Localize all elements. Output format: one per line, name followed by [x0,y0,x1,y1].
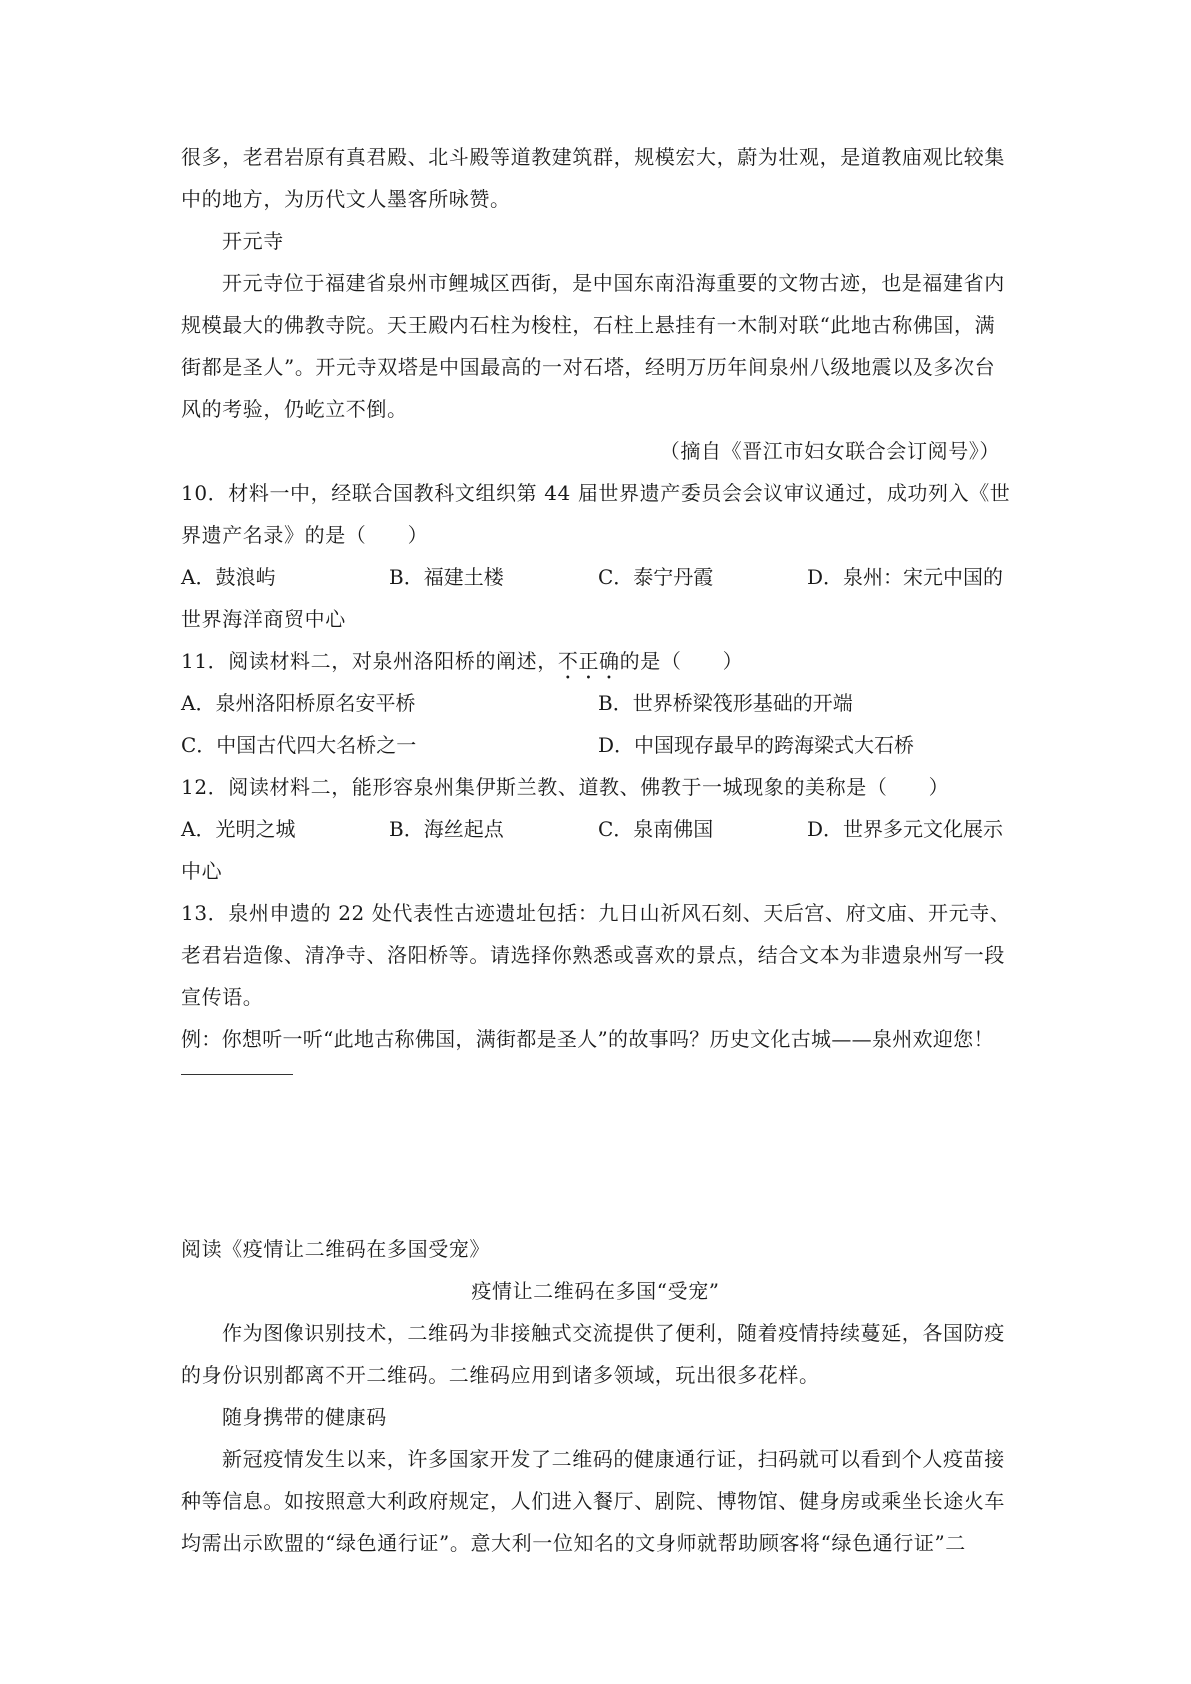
option-b: B．海丝起点 [389,817,504,841]
option-b: B．世界桥梁筏形基础的开端 [598,691,853,715]
passage-line: 很多，老君岩原有真君殿、北斗殿等道教建筑群，规模宏大，蔚为壮观，是道教庙观比较集 [181,145,1005,169]
option-a: A．光明之城 [181,817,296,841]
source-citation: （摘自《晋江市妇女联合会订阅号》） [659,439,1000,463]
passage-line: 规模最大的佛教寺院。天王殿内石柱为梭柱，石柱上悬挂有一木制对联“此地古称佛国，满 [181,313,996,337]
passage-line: 开元寺位于福建省泉州市鲤城区西街，是中国东南沿海重要的文物古迹，也是福建省内 [222,271,1005,295]
section-subheading: 随身携带的健康码 [222,1405,387,1429]
question-11: 11．阅读材料二，对泉州洛阳桥的阐述，不正确的是（ ） [181,649,744,673]
passage-line: 均需出示欧盟的“绿色通行证”。意大利一位知名的文身师就帮助顾客将“绿色通行证”二 [181,1531,966,1555]
option-d-cont: 中心 [181,859,223,883]
option-d: D．世界多元文化展示 [807,817,1004,841]
passage-line: 的身份识别都离不开二维码。二维码应用到诸多领域，玩出很多花样。 [181,1363,820,1387]
question-12: 12．阅读材料二，能形容泉州集伊斯兰教、道教、佛教于一城现象的美称是（ ） [181,775,950,799]
option-b: B．福建土楼 [389,565,504,589]
option-d: D．中国现存最早的跨海梁式大石桥 [598,733,915,757]
question-10-cont: 界遗产名录》的是（ ） [181,523,429,547]
section-subheading: 开元寺 [222,229,284,253]
passage-line: 风的考验，仍屹立不倒。 [181,397,408,421]
option-c: C．泰宁丹霞 [598,565,714,589]
article-title: 疫情让二维码在多国“受宠” [471,1279,720,1303]
passage-line: 新冠疫情发生以来，许多国家开发了二维码的健康通行证，扫码就可以看到个人疫苗接 [222,1447,1005,1471]
option-c: C．泉南佛国 [598,817,714,841]
question-10: 10．材料一中，经联合国教科文组织第 44 届世界遗产委员会会议审议通过，成功列入《世 [181,481,1011,505]
passage-line: 街都是圣人”。开元寺双塔是中国最高的一对石塔，经明万历年间泉州八级地震以及多次台 [181,355,996,379]
reading-intro: 阅读《疫情让二维码在多国受宠》 [181,1237,490,1261]
option-d: D．泉州：宋元中国的 [807,565,1004,589]
question-13-cont: 宣传语。 [181,985,264,1009]
option-c: C．中国古代四大名桥之一 [181,733,417,757]
emphasis-text: 不正确 [557,649,620,673]
option-a: A．泉州洛阳桥原名安平桥 [181,691,416,715]
passage-line: 作为图像识别技术，二维码为非接触式交流提供了便利，随着疫情持续蔓延，各国防疫 [222,1321,1005,1345]
passage-line: 中的地方，为历代文人墨客所咏赞。 [181,187,511,211]
example-text: 例：你想听一听“此地古称佛国，满街都是圣人”的故事吗？历史文化古城——泉州欢迎您！ [181,1027,994,1051]
answer-blank-line [181,1074,293,1075]
option-d-cont: 世界海洋商贸中心 [181,607,346,631]
option-a: A．鼓浪屿 [181,565,276,589]
passage-line: 种等信息。如按照意大利政府规定，人们进入餐厅、剧院、博物馆、健身房或乘坐长途火车 [181,1489,1005,1513]
question-13-cont: 老君岩造像、清净寺、洛阳桥等。请选择你熟悉或喜欢的景点，结合文本为非遗泉州写一段 [181,943,1005,967]
question-13: 13．泉州申遗的 22 处代表性古迹遗址包括：九日山祈风石刻、天后宫、府文庙、开元寺、 [181,901,1011,925]
